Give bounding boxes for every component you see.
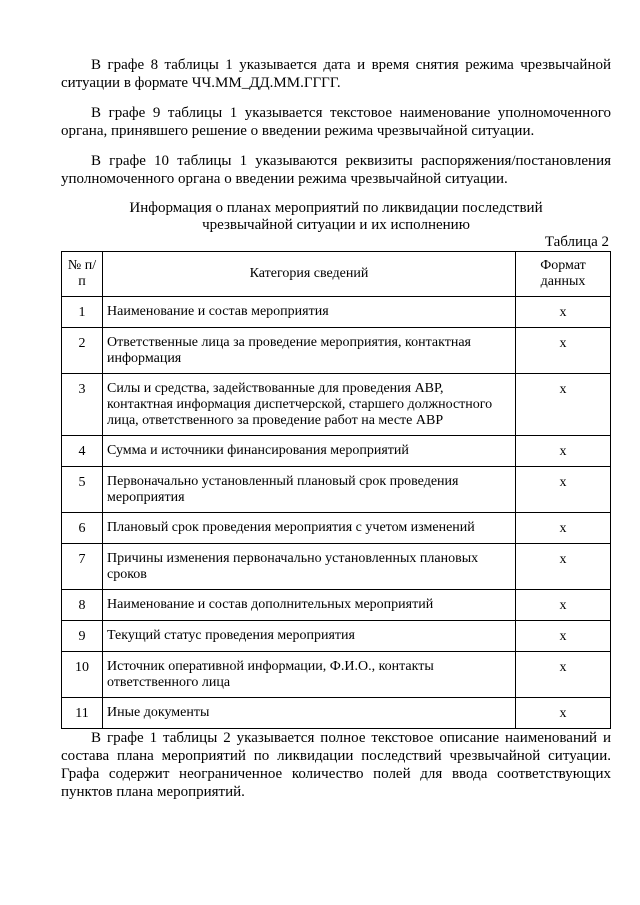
header-num: № п/п (62, 252, 103, 297)
row-format: х (516, 621, 611, 652)
paragraph-graph-1-table-2: В графе 1 таблицы 2 указывается полное текстовое описание наименований и состава плана мероприятий по ликвидации последствий чрезвычайной ситуации. Графа содержит неограниченное количество полей для ввода соответствующих пунктов плана мероприятий. (61, 730, 611, 800)
table-row (62, 513, 611, 544)
row-category: Первоначально установленный плановый срок проведения мероприятия (103, 467, 516, 513)
row-format: х (516, 698, 611, 729)
row-category: Силы и средства, задействованные для проведения АВР, контактная информация диспетчерской, старшего должностного лица, ответственного за проведение работ на месте АВР (103, 374, 516, 436)
document-page (61, 56, 611, 813)
row-category: Источник оперативной информации, Ф.И.О., контакты ответственного лица (103, 652, 516, 698)
table-number: Таблица 2 (544, 234, 609, 250)
table-row (62, 436, 611, 467)
row-format: х (516, 467, 611, 513)
paragraph-graph-10: В графе 10 таблицы 1 указываются реквизиты распоряжения/постановления уполномоченного органа о введении режима чрезвычайной ситуации. (61, 153, 611, 187)
row-format: х (516, 652, 611, 698)
row-category: Наименование и состав мероприятия (103, 297, 516, 328)
row-category: Ответственные лица за проведение мероприятия, контактная информация (103, 328, 516, 374)
row-num: 1 (62, 297, 103, 328)
row-num: 11 (62, 698, 103, 729)
header-format: Формат данных (516, 252, 611, 297)
paragraph-graph-9: В графе 9 таблицы 1 указывается текстовое наименование уполномоченного органа, принявшего решение о введении режима чрезвычайной ситуации. (61, 105, 611, 139)
info-table (61, 251, 611, 729)
row-format: х (516, 590, 611, 621)
row-format: х (516, 544, 611, 590)
table-row (62, 328, 611, 374)
row-category: Сумма и источники финансирования мероприятий (103, 436, 516, 467)
table-header-row (62, 252, 611, 297)
row-num: 8 (62, 590, 103, 621)
row-category: Текущий статус проведения мероприятия (103, 621, 516, 652)
row-format: х (516, 513, 611, 544)
table-row (62, 590, 611, 621)
header-category: Категория сведений (103, 252, 516, 297)
paragraph-graph-8: В графе 8 таблицы 1 указывается дата и время снятия режима чрезвычайной ситуации в формате ЧЧ.ММ_ДД.ММ.ГГГГ. (61, 57, 611, 91)
table-caption (61, 200, 611, 234)
row-format: х (516, 328, 611, 374)
row-format: х (516, 436, 611, 467)
row-category: Причины изменения первоначально установленных плановых сроков (103, 544, 516, 590)
row-num: 10 (62, 652, 103, 698)
row-num: 4 (62, 436, 103, 467)
row-num: 5 (62, 467, 103, 513)
table-caption-line-1: Информация о планах мероприятий по ликвидации последствий (129, 200, 543, 216)
table-row (62, 297, 611, 328)
table-row (62, 698, 611, 729)
row-num: 7 (62, 544, 103, 590)
table-caption-line-2: чрезвычайной ситуации и их исполнению (202, 217, 470, 233)
row-num: 3 (62, 374, 103, 436)
row-format: х (516, 297, 611, 328)
table-row (62, 652, 611, 698)
row-category: Плановый срок проведения мероприятия с учетом изменений (103, 513, 516, 544)
table-row (62, 374, 611, 436)
table-row (62, 467, 611, 513)
row-num: 2 (62, 328, 103, 374)
row-format: х (516, 374, 611, 436)
row-category: Иные документы (103, 698, 516, 729)
row-num: 9 (62, 621, 103, 652)
row-num: 6 (62, 513, 103, 544)
row-category: Наименование и состав дополнительных мероприятий (103, 590, 516, 621)
table-row (62, 621, 611, 652)
table-row (62, 544, 611, 590)
